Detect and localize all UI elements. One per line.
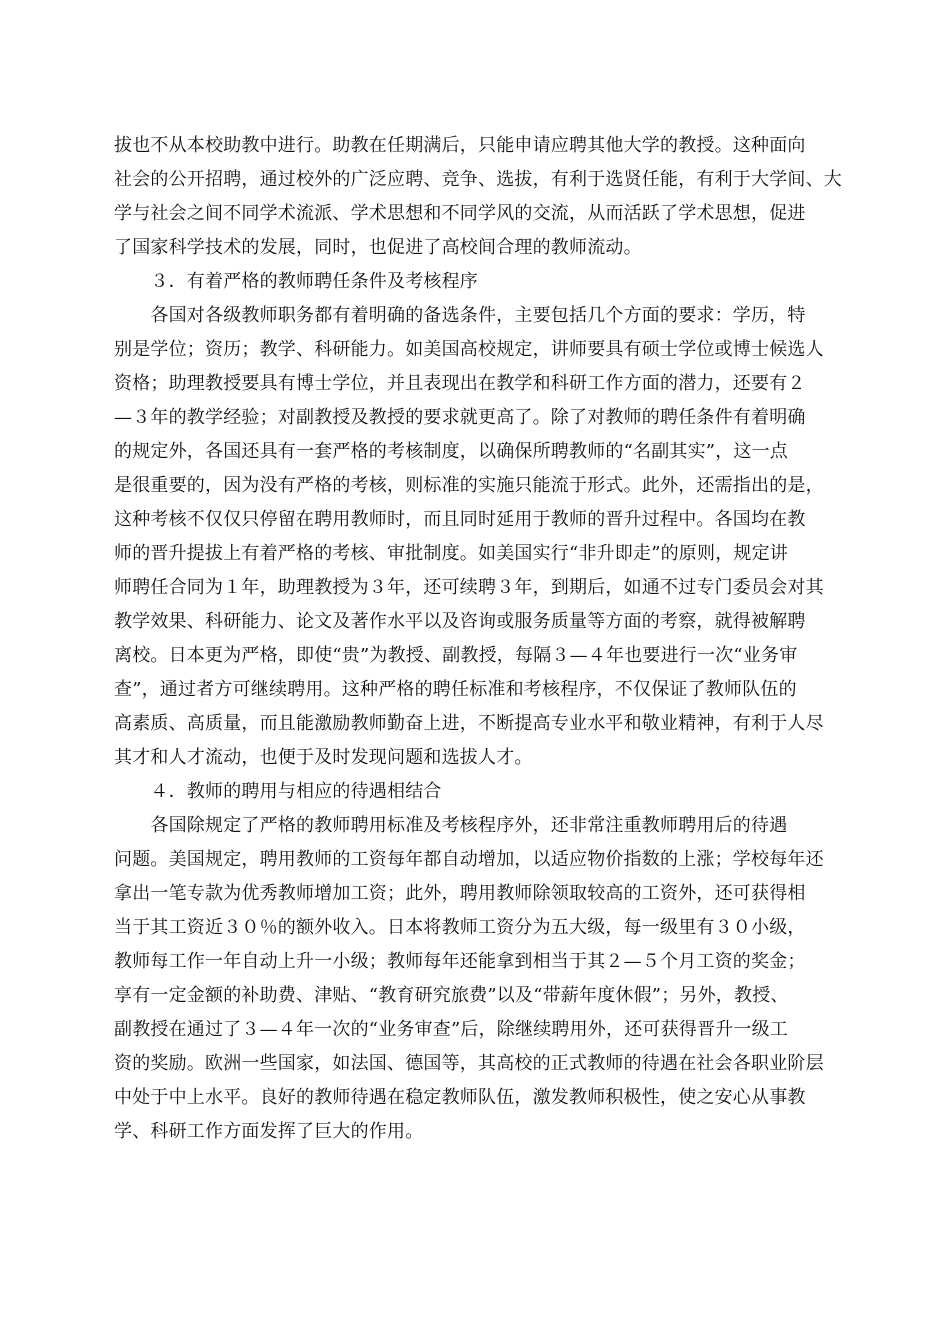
section-heading-3 (114, 265, 836, 299)
text-line: 查”，通过者方可继续聘用。这种严格的聘任标准和考核程序，不仅保证了教师队伍的 (114, 679, 797, 700)
text-line: 问题。美国规定，聘用教师的工资每年都自动增加，以适应物价指数的上涨；学校每年还 (114, 849, 824, 870)
paragraph-compensation (114, 809, 836, 1149)
text-line: 了国家科学技术的发展，同时，也促进了高校间合理的教师流动。 (114, 237, 642, 258)
text-line: 拔也不从本校助教中进行。助教在任期满后，只能申请应聘其他大学的教授。这种面向 (114, 135, 806, 156)
text-line: 各国对各级教师职务都有着明确的备选条件，主要包括几个方面的要求：学历，特 (114, 305, 806, 326)
text-line: 享有一定金额的补助费、津贴、“教育研究旅费”以及“带薪年度休假”；另外，教授、 (114, 985, 789, 1006)
paragraph-recruitment-continued (114, 129, 842, 265)
section-heading-4 (114, 775, 836, 809)
text-line: —３年的教学经验；对副教授及教授的要求就更高了。除了对教师的聘任条件有着明确 (114, 407, 806, 428)
paragraph-appointment-conditions (114, 299, 836, 775)
text-line: 资的奖励。欧洲一些国家，如法国、德国等，其高校的正式教师的待遇在社会各职业阶层 (114, 1053, 824, 1074)
text-line: 各国除规定了严格的教师聘用标准及考核程序外，还非常注重教师聘用后的待遇 (114, 815, 788, 836)
text-line: 中处于中上水平。良好的教师待遇在稳定教师队伍，激发教师积极性，使之安心从事教 (114, 1087, 806, 1108)
text-line: 教学效果、科研能力、论文及著作水平以及咨询或服务质量等方面的考察，就得被解聘 (114, 611, 806, 632)
heading-text: ３．有着严格的教师聘任条件及考核程序 (114, 271, 478, 292)
text-line: 是很重要的，因为没有严格的考核，则标准的实施只能流于形式。此外，还需指出的是， (114, 475, 824, 496)
heading-text: ４．教师的聘用与相应的待遇相结合 (114, 781, 442, 802)
text-line: 的规定外，各国还具有一套严格的考核制度，以确保所聘教师的“名副其实”，这一点 (114, 441, 789, 462)
document-page (114, 129, 842, 1149)
text-line: 学与社会之间不同学术流派、学术思想和不同学风的交流，从而活跃了学术思想，促进 (114, 203, 806, 224)
text-line: 拿出一笔专款为优秀教师增加工资；此外，聘用教师除领取较高的工资外，还可获得相 (114, 883, 806, 904)
text-line: 其才和人才流动，也便于及时发现问题和选拔人才。 (114, 747, 533, 768)
text-line: 离校。日本更为严格，即使“贵”为教授、副教授，每隔３—４年也要进行一次“业务审 (114, 645, 798, 666)
text-line: 当于其工资近３０％的额外收入。日本将教师工资分为五大级，每一级里有３０小级， (114, 917, 806, 938)
text-line: 这种考核不仅仅只停留在聘用教师时，而且同时延用于教师的晋升过程中。各国均在教 (114, 509, 806, 530)
text-line: 师的晋升提拔上有着严格的考核、审批制度。如美国实行“非升即走”的原则，规定讲 (114, 543, 789, 564)
text-line: 高素质、高质量，而且能激励教师勤奋上进，不断提高专业水平和敬业精神，有利于人尽 (114, 713, 824, 734)
text-line: 师聘任合同为１年，助理教授为３年，还可续聘３年，到期后，如通不过专门委员会对其 (114, 577, 824, 598)
text-line: 资格；助理教授要具有博士学位，并且表现出在教学和科研工作方面的潜力，还要有２ (114, 373, 806, 394)
text-line: 教师每工作一年自动上升一小级；教师每年还能拿到相当于其２—５个月工资的奖金； (114, 951, 806, 972)
text-line: 社会的公开招聘，通过校外的广泛应聘、竞争、选拔，有利于选贤任能，有利于大学间、大 (114, 169, 842, 190)
text-line: 副教授在通过了３—４年一次的“业务审查”后，除继续聘用外，还可获得晋升一级工 (114, 1019, 789, 1040)
text-line: 学、科研工作方面发挥了巨大的作用。 (114, 1121, 424, 1142)
text-line: 别是学位；资历；教学、科研能力。如美国高校规定，讲师要具有硕士学位或博士候选人 (114, 339, 824, 360)
